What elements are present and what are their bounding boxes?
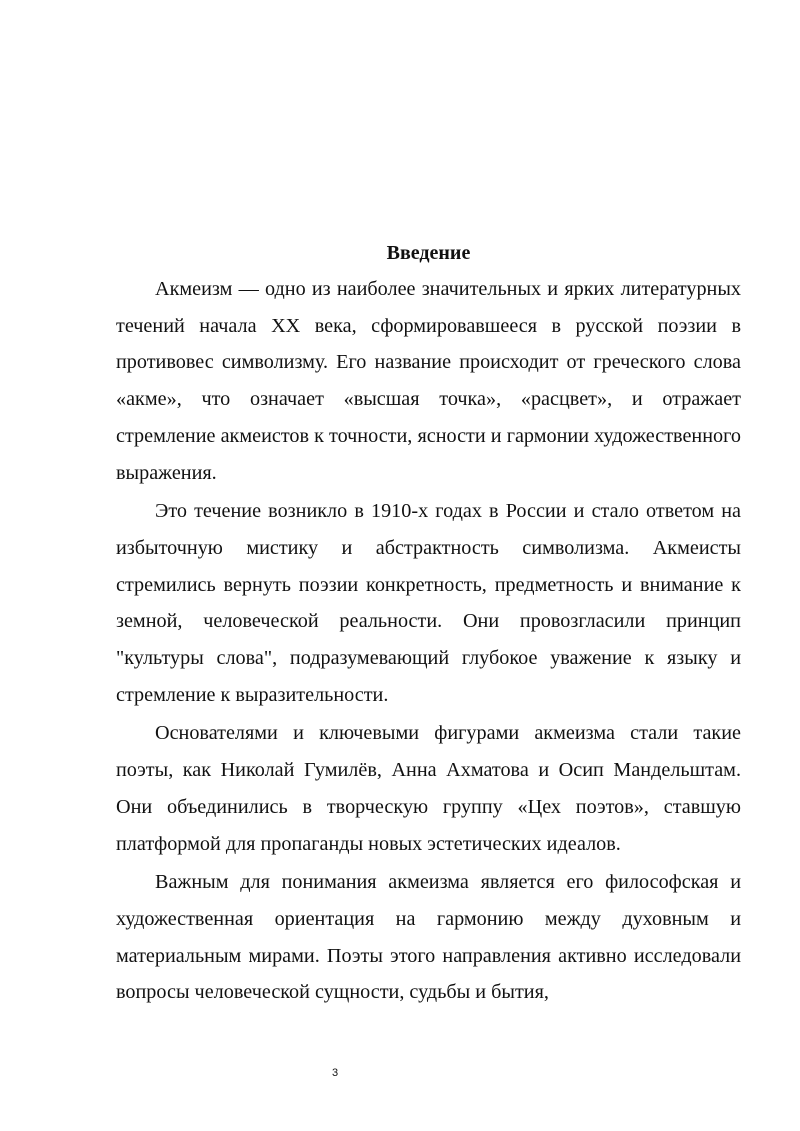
paragraph-2: Это течение возникло в 1910-х годах в России и стало ответом на избыточную мистику и абстрактность символизма. Акмеисты стремились вернуть поэзии конкретность, предметность и внимание к земной, человеческой реальности. Они провозгласили принцип "культуры слова", подразумевающий глубокое уважение к языку и стремление к выразительности.	[116, 500, 741, 706]
body-text	[116, 271, 741, 1013]
section-title: Введение	[386, 242, 471, 264]
paragraph-4: Важным для понимания акмеизма является его философская и художественная ориентация на гармонию между духовным и материальным мирами. Поэты этого направления активно исследовали вопросы человеческой сущности, судьбы и бытия,	[116, 871, 741, 1004]
page-number: 3	[331, 1067, 339, 1079]
paragraph-3: Основателями и ключевыми фигурами акмеизма стали такие поэты, как Николай Гумилёв, Анна Ахматова и Осип Мандельштам. Они объединились в творческую группу «Цех поэтов», ставшую платформой для пропаганды новых эстетических идеалов.	[116, 722, 741, 855]
paragraph-1: Акмеизм — одно из наиболее значительных и ярких литературных течений начала XX века, сформировавшееся в русской поэзии в противовес символизму. Его название происходит от греческого слова «акме», что означает «высшая точка», «расцвет», и отражает стремление акмеистов к точности, ясности и гармонии художественного выражения.	[116, 278, 741, 484]
